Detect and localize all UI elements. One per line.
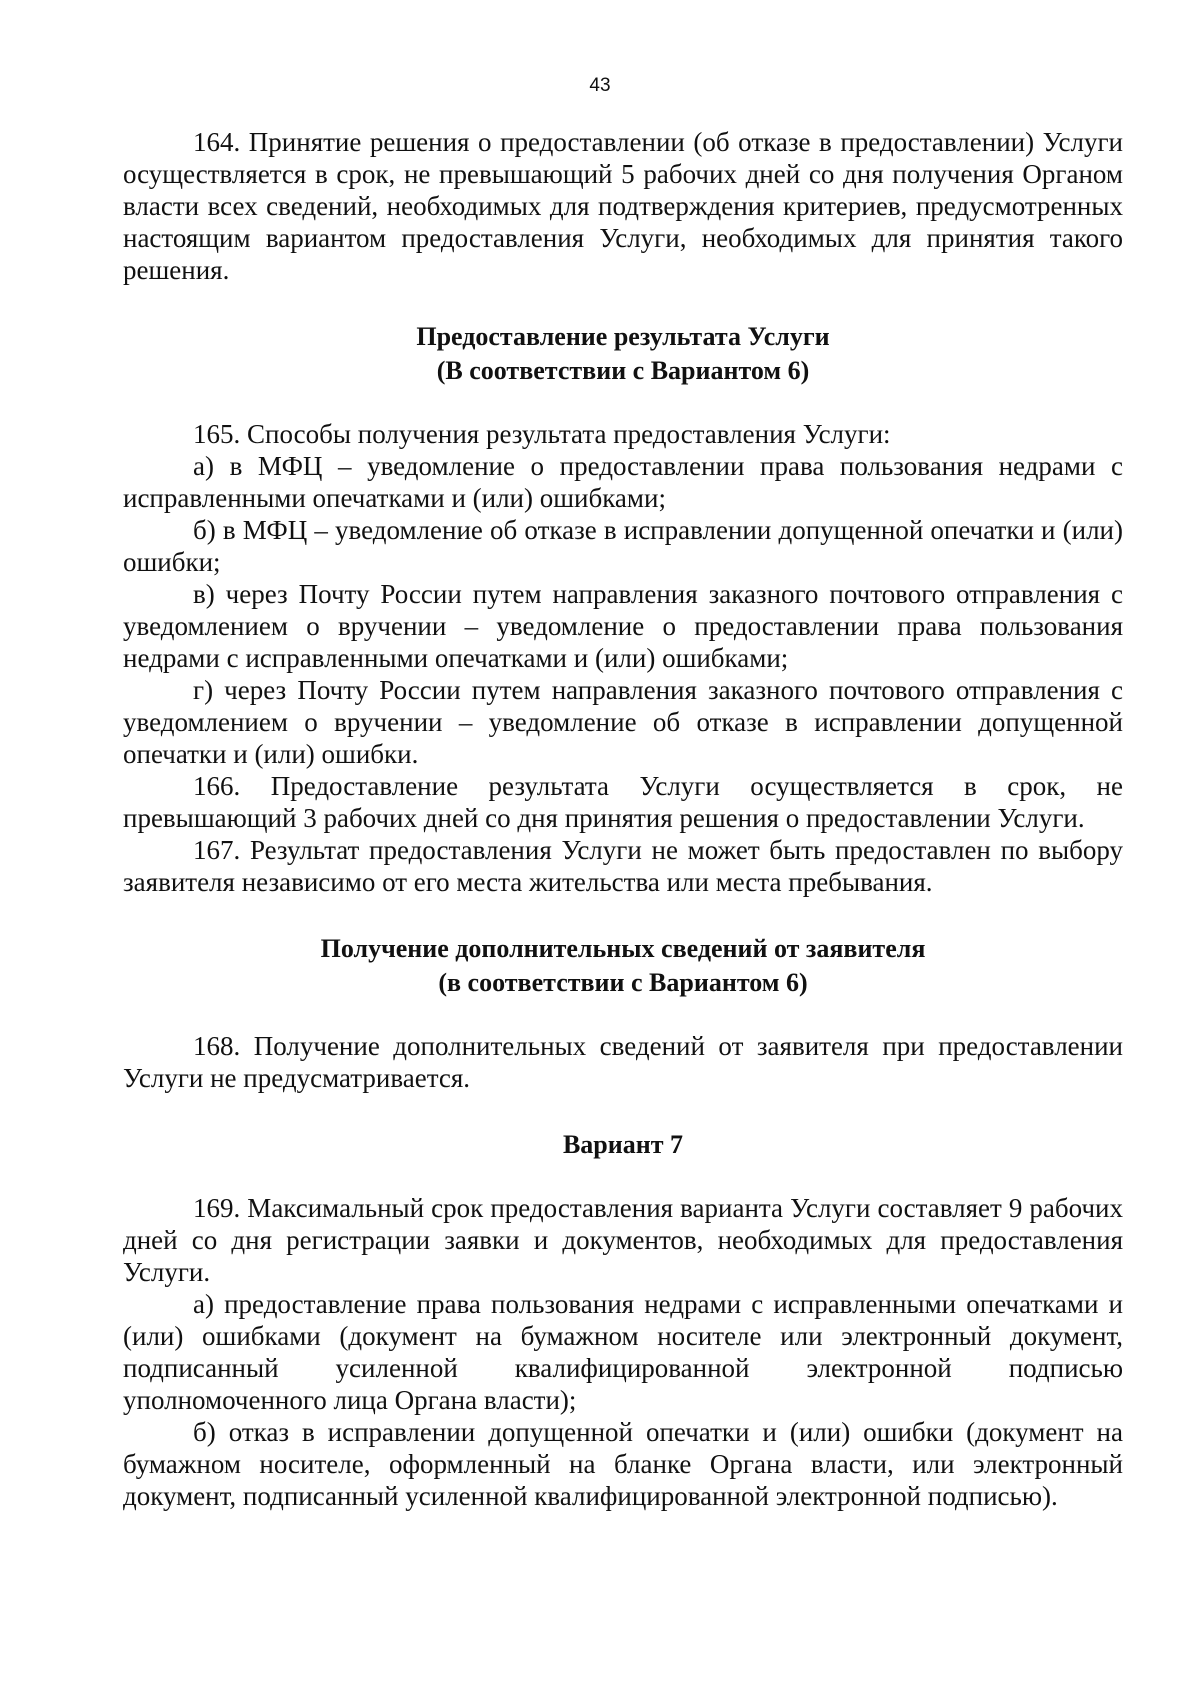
paragraph-164: 164. Принятие решения о предоставлении (об отказе в предоставлении) Услуги осуществляется в срок, не превышающий 5 рабочих дней со дня получения Органом власти всех сведений, необходимых для подтверждения критериев, предусмотренных настоящим вариантом предоставления Услуги, необходимых для принятия такого решения. [123, 127, 1123, 285]
paragraph-167: 167. Результат предоставления Услуги не может быть предоставлен по выбору заявителя независимо от его места жительства или места пребывания. [123, 835, 1123, 897]
section-heading-variant-7: Вариант 7 [562, 1130, 684, 1159]
paragraph-165-g: г) через Почту России путем направления заказного почтового отправления с уведомлением о вручении – уведомление об отказе в исправлении допущенной опечатки и (или) ошибки. [123, 675, 1123, 769]
page-number: 43 [589, 75, 611, 96]
paragraph-165-b: б) в МФЦ – уведомление об отказе в исправлении допущенной опечатки и (или) ошибки; [123, 515, 1123, 577]
paragraph-165-v: в) через Почту России путем направления заказного почтового отправления с уведомлением о вручении – уведомление о предоставлении права пользования недрами с исправленными опечатками и (или) ошибками; [123, 579, 1123, 673]
paragraph-165-a: а) в МФЦ – уведомление о предоставлении права пользования недрами с исправленными опечатками и (или) ошибками; [123, 451, 1123, 513]
document-body [123, 126, 1123, 1512]
paragraph-169: 169. Максимальный срок предоставления варианта Услуги составляет 9 рабочих дней со дня регистрации заявки и документов, необходимых для предоставления Услуги. [123, 1193, 1123, 1287]
paragraph-166: 166. Предоставление результата Услуги осуществляется в срок, не превышающий 3 рабочих дней со дня принятия решения о предоставлении Услуги. [123, 771, 1123, 833]
paragraph-169-b: б) отказ в исправлении допущенной опечатки и (или) ошибки (документ на бумажном носителе, оформленный на бланке Органа власти, или электронный документ, подписанный усиленной квалифицированной электронной подписью). [123, 1417, 1123, 1511]
paragraph-165: 165. Способы получения результата предоставления Услуги: [193, 419, 891, 449]
section-heading-result-line1: Предоставление результата Услуги [416, 322, 830, 351]
paragraph-169-a: а) предоставление права пользования недрами с исправленными опечатками и (или) ошибками (документ на бумажном носителе или электронный документ, подписанный усиленной квалифицированной электронной подписью уполномоченного лица Органа власти); [123, 1289, 1123, 1415]
section-heading-result-line2: (В соответствии с Вариантом 6) [436, 356, 810, 385]
section-heading-additional-info-line1: Получение дополнительных сведений от заявителя [320, 934, 926, 963]
section-heading-additional-info-line2: (в соответствии с Вариантом 6) [438, 968, 808, 997]
paragraph-168: 168. Получение дополнительных сведений от заявителя при предоставлении Услуги не предусматривается. [123, 1031, 1123, 1093]
